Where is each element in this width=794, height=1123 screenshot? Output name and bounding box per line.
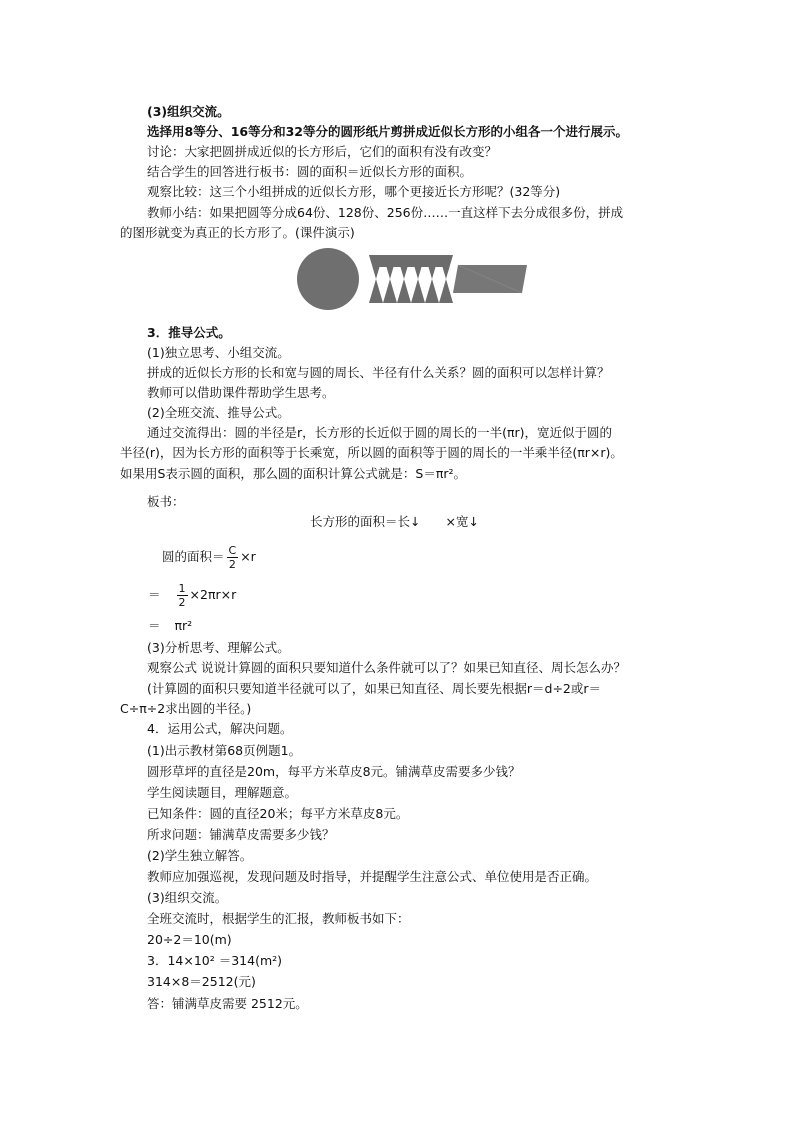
text-line: 选择用8等分、16等分和32等分的圆形纸片剪拼成近似长方形的小组各一个进行展示。 xyxy=(147,124,628,139)
text-line: 全班交流时，根据学生的汇报，教师板书如下： xyxy=(147,911,410,926)
text-line: 圆形草坪的直径是20m，每平方米草皮8元。铺满草皮需要多少钱？ xyxy=(147,764,521,779)
text-line: (1)出示教材第68页例题1。 xyxy=(147,743,302,758)
text-line: 所求问题：铺满草皮需要多少钱？ xyxy=(147,827,335,842)
calc-line: 3．14×10² ＝314(m²) xyxy=(147,953,283,968)
approximate-rectangle xyxy=(453,265,527,293)
text-line: (2)全班交流、推导公式。 xyxy=(147,405,290,420)
calc-line: 20÷2＝10(m) xyxy=(147,932,232,947)
board-rectangle-area: 长方形的面积＝长↓ ×宽↓ xyxy=(310,514,479,529)
text-line: 讨论：大家把圆拼成近似的长方形后，它们的面积有没有改变？ xyxy=(147,144,498,159)
text-line: 教师可以借助课件帮助学生思考。 xyxy=(147,385,335,400)
heading-derive-formula: 3．推导公式。 xyxy=(147,325,231,340)
formula-line-1: 圆的面积＝ $\frac{C}{2}$ ×r xyxy=(162,544,256,571)
text-line: 教师小结：如果把圆等分成64份、128份、256份……一直这样下去分成很多份，拼成 xyxy=(147,205,624,220)
text-line: 板书： xyxy=(147,494,185,509)
circle-to-rectangle-figure xyxy=(296,247,536,311)
text-line: 的图形就变为真正的长方形了。(课件演示) xyxy=(120,225,355,240)
wedge-strip xyxy=(369,255,453,303)
text-line: 观察公式 说说计算圆的面积只要知道什么条件就可以了？如果已知直径、周长怎么办？ xyxy=(147,660,626,675)
formula-line-3: ＝ πr² xyxy=(148,618,193,633)
text-line: (3)分析思考、理解公式。 xyxy=(147,640,290,655)
text-line: 观察比较：这三个小组拼成的近似长方形，哪个更接近长方形呢？(32等分) xyxy=(147,184,561,199)
text-line: (2)学生独立解答。 xyxy=(147,848,253,863)
text-line: (3)组织交流。 xyxy=(147,890,228,905)
text-line: (1)独立思考、小组交流。 xyxy=(147,345,290,360)
text-line: 学生阅读题目，理解题意。 xyxy=(147,785,298,800)
answer-line: 答：铺满草皮需要 2512元。 xyxy=(147,996,308,1011)
text-line: 结合学生的回答进行板书：圆的面积＝近似长方形的面积。 xyxy=(147,164,473,179)
formula-line-2: ＝ $\frac{1}{2}$ ×2πr×r xyxy=(148,582,237,609)
text-line: 拼成的近似长方形的长和宽与圆的周长、半径有什么关系？圆的面积可以怎样计算？ xyxy=(147,365,610,380)
text-line: 半径(r)，因为长方形的面积等于长乘宽，所以圆的面积等于圆的周长的一半乘半径(πr×r)。 xyxy=(120,445,623,460)
heading-organize-exchange: (3)组织交流。 xyxy=(147,104,230,119)
text-line: (计算圆的面积只要知道半径就可以了，如果已知直径、周长要先根据r＝d÷2或r＝ xyxy=(147,681,602,696)
circle-shape xyxy=(297,248,359,310)
text-line: C÷π÷2求出圆的半径。) xyxy=(120,701,252,716)
text-line: 已知条件：圆的直径20米；每平方米草皮8元。 xyxy=(147,806,409,821)
text-line: 如果用S表示圆的面积，那么圆的面积计算公式就是：S＝πr²。 xyxy=(120,466,467,481)
calc-line: 314×8＝2512(元) xyxy=(147,974,256,989)
heading-apply-formula: 4．运用公式，解决问题。 xyxy=(147,721,293,736)
text-line: 通过交流得出：圆的半径是r，长方形的长近似于圆的周长的一半(πr)，宽近似于圆的 xyxy=(147,425,613,440)
text-line: 教师应加强巡视，发现问题及时指导，并提醒学生注意公式、单位使用是否正确。 xyxy=(147,869,598,884)
